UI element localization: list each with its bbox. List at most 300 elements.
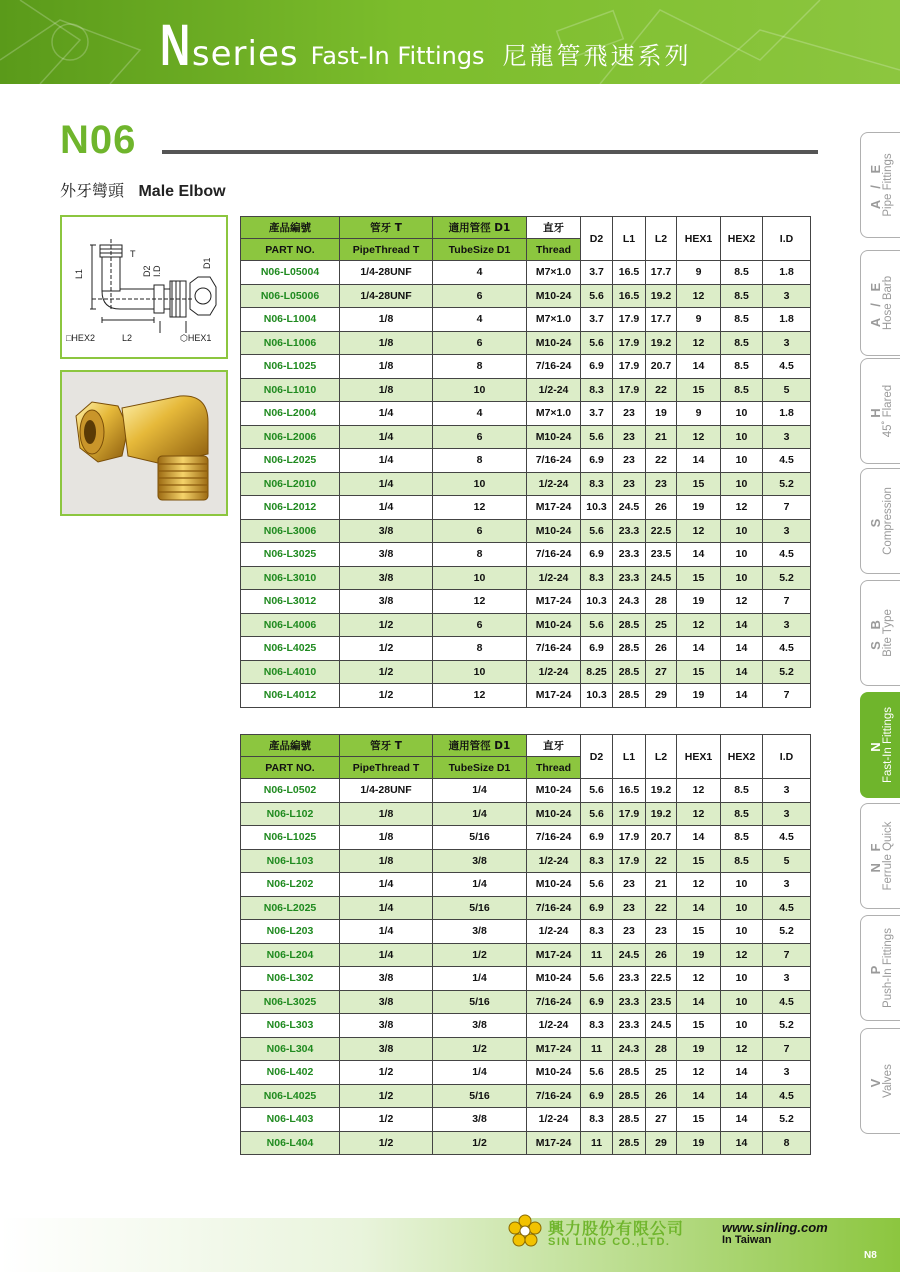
cell-d2: 5.6 — [581, 425, 613, 449]
side-tab-1[interactable] — [860, 250, 900, 356]
cell-pipe-thread: 1/4 — [340, 920, 433, 944]
company-name-cn: 興力股份有限公司 — [548, 1219, 685, 1238]
table-row — [241, 308, 811, 332]
side-tab-label: Ferrule Quick — [882, 821, 894, 891]
table-row — [241, 472, 811, 496]
cell-tube-size: 5/16 — [433, 896, 527, 920]
cell-tube-size: 5/16 — [433, 826, 527, 850]
cell-part-no: N06-L1006 — [241, 331, 340, 355]
cell-thread: M10-24 — [527, 1061, 581, 1085]
cell-l1: 23 — [613, 425, 646, 449]
cell-thread: 7/16-24 — [527, 1084, 581, 1108]
cell-hex2: 14 — [721, 1084, 763, 1108]
cell-part-no: N06-L3010 — [241, 566, 340, 590]
header-part-en: PART NO. — [241, 239, 340, 261]
cell-part-no: N06-L1004 — [241, 308, 340, 332]
cell-part-no: N06-L2025 — [241, 896, 340, 920]
cell-d2: 8.3 — [581, 1108, 613, 1132]
cell-hex1: 12 — [677, 802, 721, 826]
cell-pipe-thread: 1/4 — [340, 449, 433, 473]
cell-id: 3 — [763, 873, 811, 897]
side-tab-label: Pipe Fittings — [882, 153, 894, 217]
table-row — [241, 660, 811, 684]
header-l2: L2 — [646, 735, 677, 779]
cell-thread: 1/2-24 — [527, 1108, 581, 1132]
cell-thread: M7×1.0 — [527, 308, 581, 332]
side-tab-code: S B — [868, 616, 883, 650]
cell-l2: 28 — [646, 590, 677, 614]
table-row — [241, 1131, 811, 1155]
cell-tube-size: 4 — [433, 308, 527, 332]
header-part-cn: 產品編號 — [241, 217, 340, 239]
cell-pipe-thread: 3/8 — [340, 519, 433, 543]
cell-d2: 3.7 — [581, 261, 613, 285]
side-tab-code: N F — [868, 839, 883, 873]
cell-id: 4.5 — [763, 449, 811, 473]
header-tube-cn: 適用管徑 D1 — [433, 735, 527, 757]
model-code: N06 — [60, 118, 137, 162]
cell-l1: 23 — [613, 873, 646, 897]
cell-d2: 8.3 — [581, 1014, 613, 1038]
cell-l1: 17.9 — [613, 378, 646, 402]
side-tab-text — [869, 1064, 895, 1098]
cell-d2: 6.9 — [581, 449, 613, 473]
header-d2: D2 — [581, 217, 613, 261]
cell-l2: 26 — [646, 943, 677, 967]
table-row — [241, 920, 811, 944]
cell-thread: M10-24 — [527, 613, 581, 637]
cell-hex1: 12 — [677, 519, 721, 543]
cell-pipe-thread: 1/8 — [340, 802, 433, 826]
label-hex2: □HEX2 — [66, 333, 95, 343]
table-row — [241, 826, 811, 850]
header-thread-en: PipeThread T — [340, 757, 433, 779]
cell-tube-size: 3/8 — [433, 1014, 527, 1038]
cell-l2: 17.7 — [646, 308, 677, 332]
side-tab-label: 45˚ Flared — [882, 384, 894, 438]
cell-hex1: 12 — [677, 613, 721, 637]
cell-l2: 22.5 — [646, 967, 677, 991]
cell-l2: 19.2 — [646, 779, 677, 803]
cell-d2: 3.7 — [581, 308, 613, 332]
cell-thread: 7/16-24 — [527, 896, 581, 920]
cell-l2: 24.5 — [646, 1014, 677, 1038]
cell-l2: 19.2 — [646, 284, 677, 308]
cell-hex2: 8.5 — [721, 826, 763, 850]
side-tab-code: N — [868, 738, 883, 752]
cell-hex2: 14 — [721, 1061, 763, 1085]
cell-id: 1.8 — [763, 402, 811, 426]
cell-thread: M17-24 — [527, 1037, 581, 1061]
cell-id: 3 — [763, 613, 811, 637]
cell-d2: 8.3 — [581, 920, 613, 944]
cell-pipe-thread: 3/8 — [340, 1037, 433, 1061]
table-row — [241, 331, 811, 355]
cell-hex1: 15 — [677, 1014, 721, 1038]
cell-tube-size: 8 — [433, 355, 527, 379]
table-row — [241, 1084, 811, 1108]
cell-pipe-thread: 1/2 — [340, 613, 433, 637]
cell-l2: 23 — [646, 472, 677, 496]
cell-d2: 5.6 — [581, 284, 613, 308]
cell-hex1: 15 — [677, 849, 721, 873]
cell-id: 4.5 — [763, 896, 811, 920]
series-word: series — [191, 34, 299, 74]
cell-l2: 20.7 — [646, 355, 677, 379]
side-tab-text — [869, 276, 895, 330]
cell-id: 1.8 — [763, 261, 811, 285]
cell-part-no: N06-L1025 — [241, 355, 340, 379]
cell-part-no: N06-L402 — [241, 1061, 340, 1085]
header-part-en: PART NO. — [241, 757, 340, 779]
cell-pipe-thread: 1/8 — [340, 849, 433, 873]
cell-pipe-thread: 1/8 — [340, 308, 433, 332]
cell-l2: 22 — [646, 378, 677, 402]
cell-part-no: N06-L304 — [241, 1037, 340, 1061]
cell-l1: 28.5 — [613, 660, 646, 684]
cell-hex2: 14 — [721, 637, 763, 661]
cell-d2: 8.3 — [581, 849, 613, 873]
cell-id: 5.2 — [763, 566, 811, 590]
cell-hex1: 14 — [677, 355, 721, 379]
side-tab-label: Bite Type — [882, 609, 894, 657]
table-row — [241, 779, 811, 803]
spec-table-2-body — [241, 779, 811, 1155]
cell-id: 4.5 — [763, 355, 811, 379]
cell-thread: 1/2-24 — [527, 1014, 581, 1038]
cell-d2: 10.3 — [581, 684, 613, 708]
cell-pipe-thread: 1/4 — [340, 943, 433, 967]
cell-id: 7 — [763, 1037, 811, 1061]
header-subtitle-en: Fast-In Fittings — [310, 42, 485, 70]
cell-hex1: 19 — [677, 943, 721, 967]
cell-hex2: 14 — [721, 660, 763, 684]
cell-part-no: N06-L102 — [241, 802, 340, 826]
model-name-en: Male Elbow — [138, 183, 226, 200]
cell-hex1: 14 — [677, 990, 721, 1014]
cell-l1: 28.5 — [613, 1084, 646, 1108]
cell-pipe-thread: 1/8 — [340, 355, 433, 379]
cell-thread: M17-24 — [527, 496, 581, 520]
table-row — [241, 496, 811, 520]
cell-hex2: 8.5 — [721, 261, 763, 285]
cell-l1: 23 — [613, 449, 646, 473]
cell-part-no: N06-L05006 — [241, 284, 340, 308]
cell-id: 3 — [763, 1061, 811, 1085]
cell-id: 4.5 — [763, 826, 811, 850]
cell-hex1: 9 — [677, 308, 721, 332]
cell-thread: 1/2-24 — [527, 920, 581, 944]
cell-hex1: 19 — [677, 496, 721, 520]
header-hex1: HEX1 — [677, 217, 721, 261]
table-row — [241, 425, 811, 449]
cell-thread: 1/2-24 — [527, 378, 581, 402]
table-row — [241, 543, 811, 567]
side-tab-4[interactable] — [860, 580, 900, 686]
cell-id: 7 — [763, 590, 811, 614]
cell-pipe-thread: 3/8 — [340, 566, 433, 590]
cell-l2: 21 — [646, 425, 677, 449]
cell-hex1: 14 — [677, 826, 721, 850]
cell-d2: 11 — [581, 943, 613, 967]
header-id: I.D — [763, 217, 811, 261]
side-tab-label: Compression — [882, 487, 894, 555]
header-l2: L2 — [646, 217, 677, 261]
cell-part-no: N06-L3012 — [241, 590, 340, 614]
cell-d2: 6.9 — [581, 990, 613, 1014]
cell-pipe-thread: 3/8 — [340, 543, 433, 567]
cell-hex2: 10 — [721, 1014, 763, 1038]
cell-l1: 17.9 — [613, 308, 646, 332]
cell-thread: M17-24 — [527, 684, 581, 708]
table-row — [241, 590, 811, 614]
cell-pipe-thread: 1/4 — [340, 402, 433, 426]
header-id: I.D — [763, 735, 811, 779]
cell-d2: 6.9 — [581, 826, 613, 850]
cell-hex2: 12 — [721, 496, 763, 520]
table-row — [241, 849, 811, 873]
side-tab-code: P — [868, 961, 883, 975]
cell-l1: 23 — [613, 920, 646, 944]
cell-id: 3 — [763, 519, 811, 543]
cell-tube-size: 6 — [433, 613, 527, 637]
cell-hex2: 14 — [721, 1131, 763, 1155]
cell-l1: 24.3 — [613, 1037, 646, 1061]
side-tab-5[interactable] — [860, 692, 900, 798]
cell-tube-size: 1/4 — [433, 802, 527, 826]
spec-table-1 — [240, 216, 811, 708]
cell-id: 7 — [763, 684, 811, 708]
cell-l2: 22 — [646, 849, 677, 873]
elbow-drawing — [62, 217, 226, 357]
label-d1: D1 — [202, 257, 212, 269]
table-row — [241, 1014, 811, 1038]
cell-d2: 6.9 — [581, 896, 613, 920]
page-number: N8 — [864, 1250, 877, 1261]
side-tab-0[interactable] — [860, 132, 900, 238]
label-hex1: ⬡HEX1 — [180, 333, 212, 343]
cell-pipe-thread: 1/8 — [340, 331, 433, 355]
header-subtitle-cn: 尼龍管飛速系列 — [502, 42, 692, 70]
cell-thread: 7/16-24 — [527, 990, 581, 1014]
cell-l2: 22 — [646, 449, 677, 473]
side-tab-text — [869, 153, 895, 216]
cell-id: 5.2 — [763, 660, 811, 684]
cell-part-no: N06-L05004 — [241, 261, 340, 285]
cell-hex1: 14 — [677, 896, 721, 920]
cell-pipe-thread: 1/2 — [340, 660, 433, 684]
cell-hex2: 8.5 — [721, 331, 763, 355]
spec-table-2 — [240, 734, 811, 1155]
cell-id: 4.5 — [763, 990, 811, 1014]
cell-tube-size: 6 — [433, 284, 527, 308]
cell-hex2: 12 — [721, 943, 763, 967]
cell-tube-size: 3/8 — [433, 920, 527, 944]
side-tab-code: S — [868, 514, 883, 528]
cell-part-no: N06-L302 — [241, 967, 340, 991]
cell-pipe-thread: 1/2 — [340, 1084, 433, 1108]
label-d2: D2 — [142, 265, 152, 277]
cell-hex1: 9 — [677, 402, 721, 426]
side-tab-text — [869, 928, 895, 1008]
cell-hex2: 10 — [721, 990, 763, 1014]
cell-part-no: N06-L0502 — [241, 779, 340, 803]
cell-hex2: 10 — [721, 519, 763, 543]
cell-l1: 16.5 — [613, 284, 646, 308]
cell-tube-size: 10 — [433, 566, 527, 590]
cell-d2: 5.6 — [581, 873, 613, 897]
cell-l1: 23.3 — [613, 1014, 646, 1038]
side-tab-2[interactable] — [860, 358, 900, 464]
cell-tube-size: 8 — [433, 543, 527, 567]
label-l2: L2 — [122, 333, 133, 343]
cell-l2: 23.5 — [646, 990, 677, 1014]
cell-hex2: 10 — [721, 425, 763, 449]
cell-l1: 17.9 — [613, 331, 646, 355]
header-hex2: HEX2 — [721, 735, 763, 779]
table-row — [241, 684, 811, 708]
cell-part-no: N06-L2010 — [241, 472, 340, 496]
brass-elbow-image — [62, 372, 226, 514]
cell-id: 1.8 — [763, 308, 811, 332]
cell-pipe-thread: 1/2 — [340, 684, 433, 708]
cell-hex2: 8.5 — [721, 779, 763, 803]
cell-hex2: 8.5 — [721, 802, 763, 826]
side-tab-6[interactable] — [860, 803, 900, 909]
cell-tube-size: 10 — [433, 378, 527, 402]
cell-pipe-thread: 1/2 — [340, 1131, 433, 1155]
cell-tube-size: 10 — [433, 660, 527, 684]
table-row — [241, 355, 811, 379]
cell-part-no: N06-L4006 — [241, 613, 340, 637]
cell-pipe-thread: 1/4 — [340, 425, 433, 449]
cell-part-no: N06-L2006 — [241, 425, 340, 449]
cell-hex2: 8.5 — [721, 308, 763, 332]
cell-l2: 22.5 — [646, 519, 677, 543]
header-thread-cn: 管牙 T — [340, 735, 433, 757]
cell-pipe-thread: 1/4 — [340, 472, 433, 496]
side-tab-code: H — [868, 404, 883, 418]
cell-l1: 28.5 — [613, 1061, 646, 1085]
table-row — [241, 1108, 811, 1132]
cell-thread: M7×1.0 — [527, 402, 581, 426]
cell-thread: 7/16-24 — [527, 637, 581, 661]
cell-hex1: 9 — [677, 261, 721, 285]
cell-l1: 23.3 — [613, 990, 646, 1014]
cell-d2: 10.3 — [581, 590, 613, 614]
cell-l1: 17.9 — [613, 802, 646, 826]
cell-thread: M10-24 — [527, 779, 581, 803]
cell-tube-size: 5/16 — [433, 990, 527, 1014]
cell-pipe-thread: 1/4-28UNF — [340, 779, 433, 803]
cell-l1: 23 — [613, 896, 646, 920]
cell-l1: 23.3 — [613, 543, 646, 567]
cell-d2: 5.6 — [581, 779, 613, 803]
cell-l2: 26 — [646, 496, 677, 520]
cell-thread: 1/2-24 — [527, 472, 581, 496]
cell-id: 5.2 — [763, 920, 811, 944]
cell-l1: 23 — [613, 402, 646, 426]
side-tab-8[interactable] — [860, 1028, 900, 1134]
table-row — [241, 873, 811, 897]
cell-tube-size: 1/2 — [433, 1037, 527, 1061]
cell-pipe-thread: 1/2 — [340, 637, 433, 661]
side-tab-3[interactable] — [860, 468, 900, 574]
cell-d2: 11 — [581, 1131, 613, 1155]
cell-hex2: 10 — [721, 920, 763, 944]
cell-l2: 19 — [646, 402, 677, 426]
cell-hex2: 8.5 — [721, 378, 763, 402]
cell-thread: M7×1.0 — [527, 261, 581, 285]
cell-id: 5.2 — [763, 472, 811, 496]
cell-l2: 22 — [646, 896, 677, 920]
cell-thread: M10-24 — [527, 802, 581, 826]
title-rule — [162, 150, 818, 154]
cell-d2: 6.9 — [581, 543, 613, 567]
cell-hex1: 19 — [677, 1131, 721, 1155]
cell-hex1: 19 — [677, 1037, 721, 1061]
cell-l2: 27 — [646, 1108, 677, 1132]
cell-l1: 28.5 — [613, 1131, 646, 1155]
company-name-en: SIN LING CO.,LTD. — [548, 1236, 671, 1248]
cell-thread: 1/2-24 — [527, 660, 581, 684]
header-tube-en: TubeSize D1 — [433, 239, 527, 261]
header-thread-en: PipeThread T — [340, 239, 433, 261]
cell-tube-size: 4 — [433, 261, 527, 285]
cell-l2: 26 — [646, 637, 677, 661]
side-tab-label: Push-In Fittings — [882, 928, 894, 1008]
cell-hex1: 12 — [677, 331, 721, 355]
model-name — [60, 178, 226, 201]
cell-pipe-thread: 1/2 — [340, 1108, 433, 1132]
cell-pipe-thread: 3/8 — [340, 1014, 433, 1038]
cell-id: 4.5 — [763, 1084, 811, 1108]
cell-thread: 7/16-24 — [527, 449, 581, 473]
cell-tube-size: 6 — [433, 331, 527, 355]
website-link[interactable]: www.sinling.com — [722, 1220, 828, 1235]
header-tube-en: TubeSize D1 — [433, 757, 527, 779]
cell-tube-size: 1/2 — [433, 1131, 527, 1155]
cell-thread: M10-24 — [527, 331, 581, 355]
table-row — [241, 967, 811, 991]
cell-l2: 29 — [646, 684, 677, 708]
cell-l2: 19.2 — [646, 802, 677, 826]
cell-part-no: N06-L3025 — [241, 543, 340, 567]
cell-part-no: N06-L3006 — [241, 519, 340, 543]
cell-part-no: N06-L4010 — [241, 660, 340, 684]
table-row — [241, 378, 811, 402]
cell-thread: M10-24 — [527, 519, 581, 543]
side-tab-label: Valves — [882, 1064, 894, 1098]
cell-l2: 28 — [646, 1037, 677, 1061]
side-tab-text — [869, 821, 895, 890]
cell-hex2: 10 — [721, 896, 763, 920]
cell-id: 5 — [763, 378, 811, 402]
cell-hex1: 15 — [677, 378, 721, 402]
cell-hex2: 10 — [721, 967, 763, 991]
cell-d2: 5.6 — [581, 519, 613, 543]
side-tab-7[interactable] — [860, 915, 900, 1021]
cell-hex1: 14 — [677, 1084, 721, 1108]
cell-thread: M17-24 — [527, 943, 581, 967]
cell-d2: 10.3 — [581, 496, 613, 520]
cell-id: 5 — [763, 849, 811, 873]
cell-part-no: N06-L202 — [241, 873, 340, 897]
cell-l1: 24.3 — [613, 590, 646, 614]
cell-hex1: 12 — [677, 284, 721, 308]
cell-pipe-thread: 1/8 — [340, 826, 433, 850]
cell-hex1: 12 — [677, 779, 721, 803]
